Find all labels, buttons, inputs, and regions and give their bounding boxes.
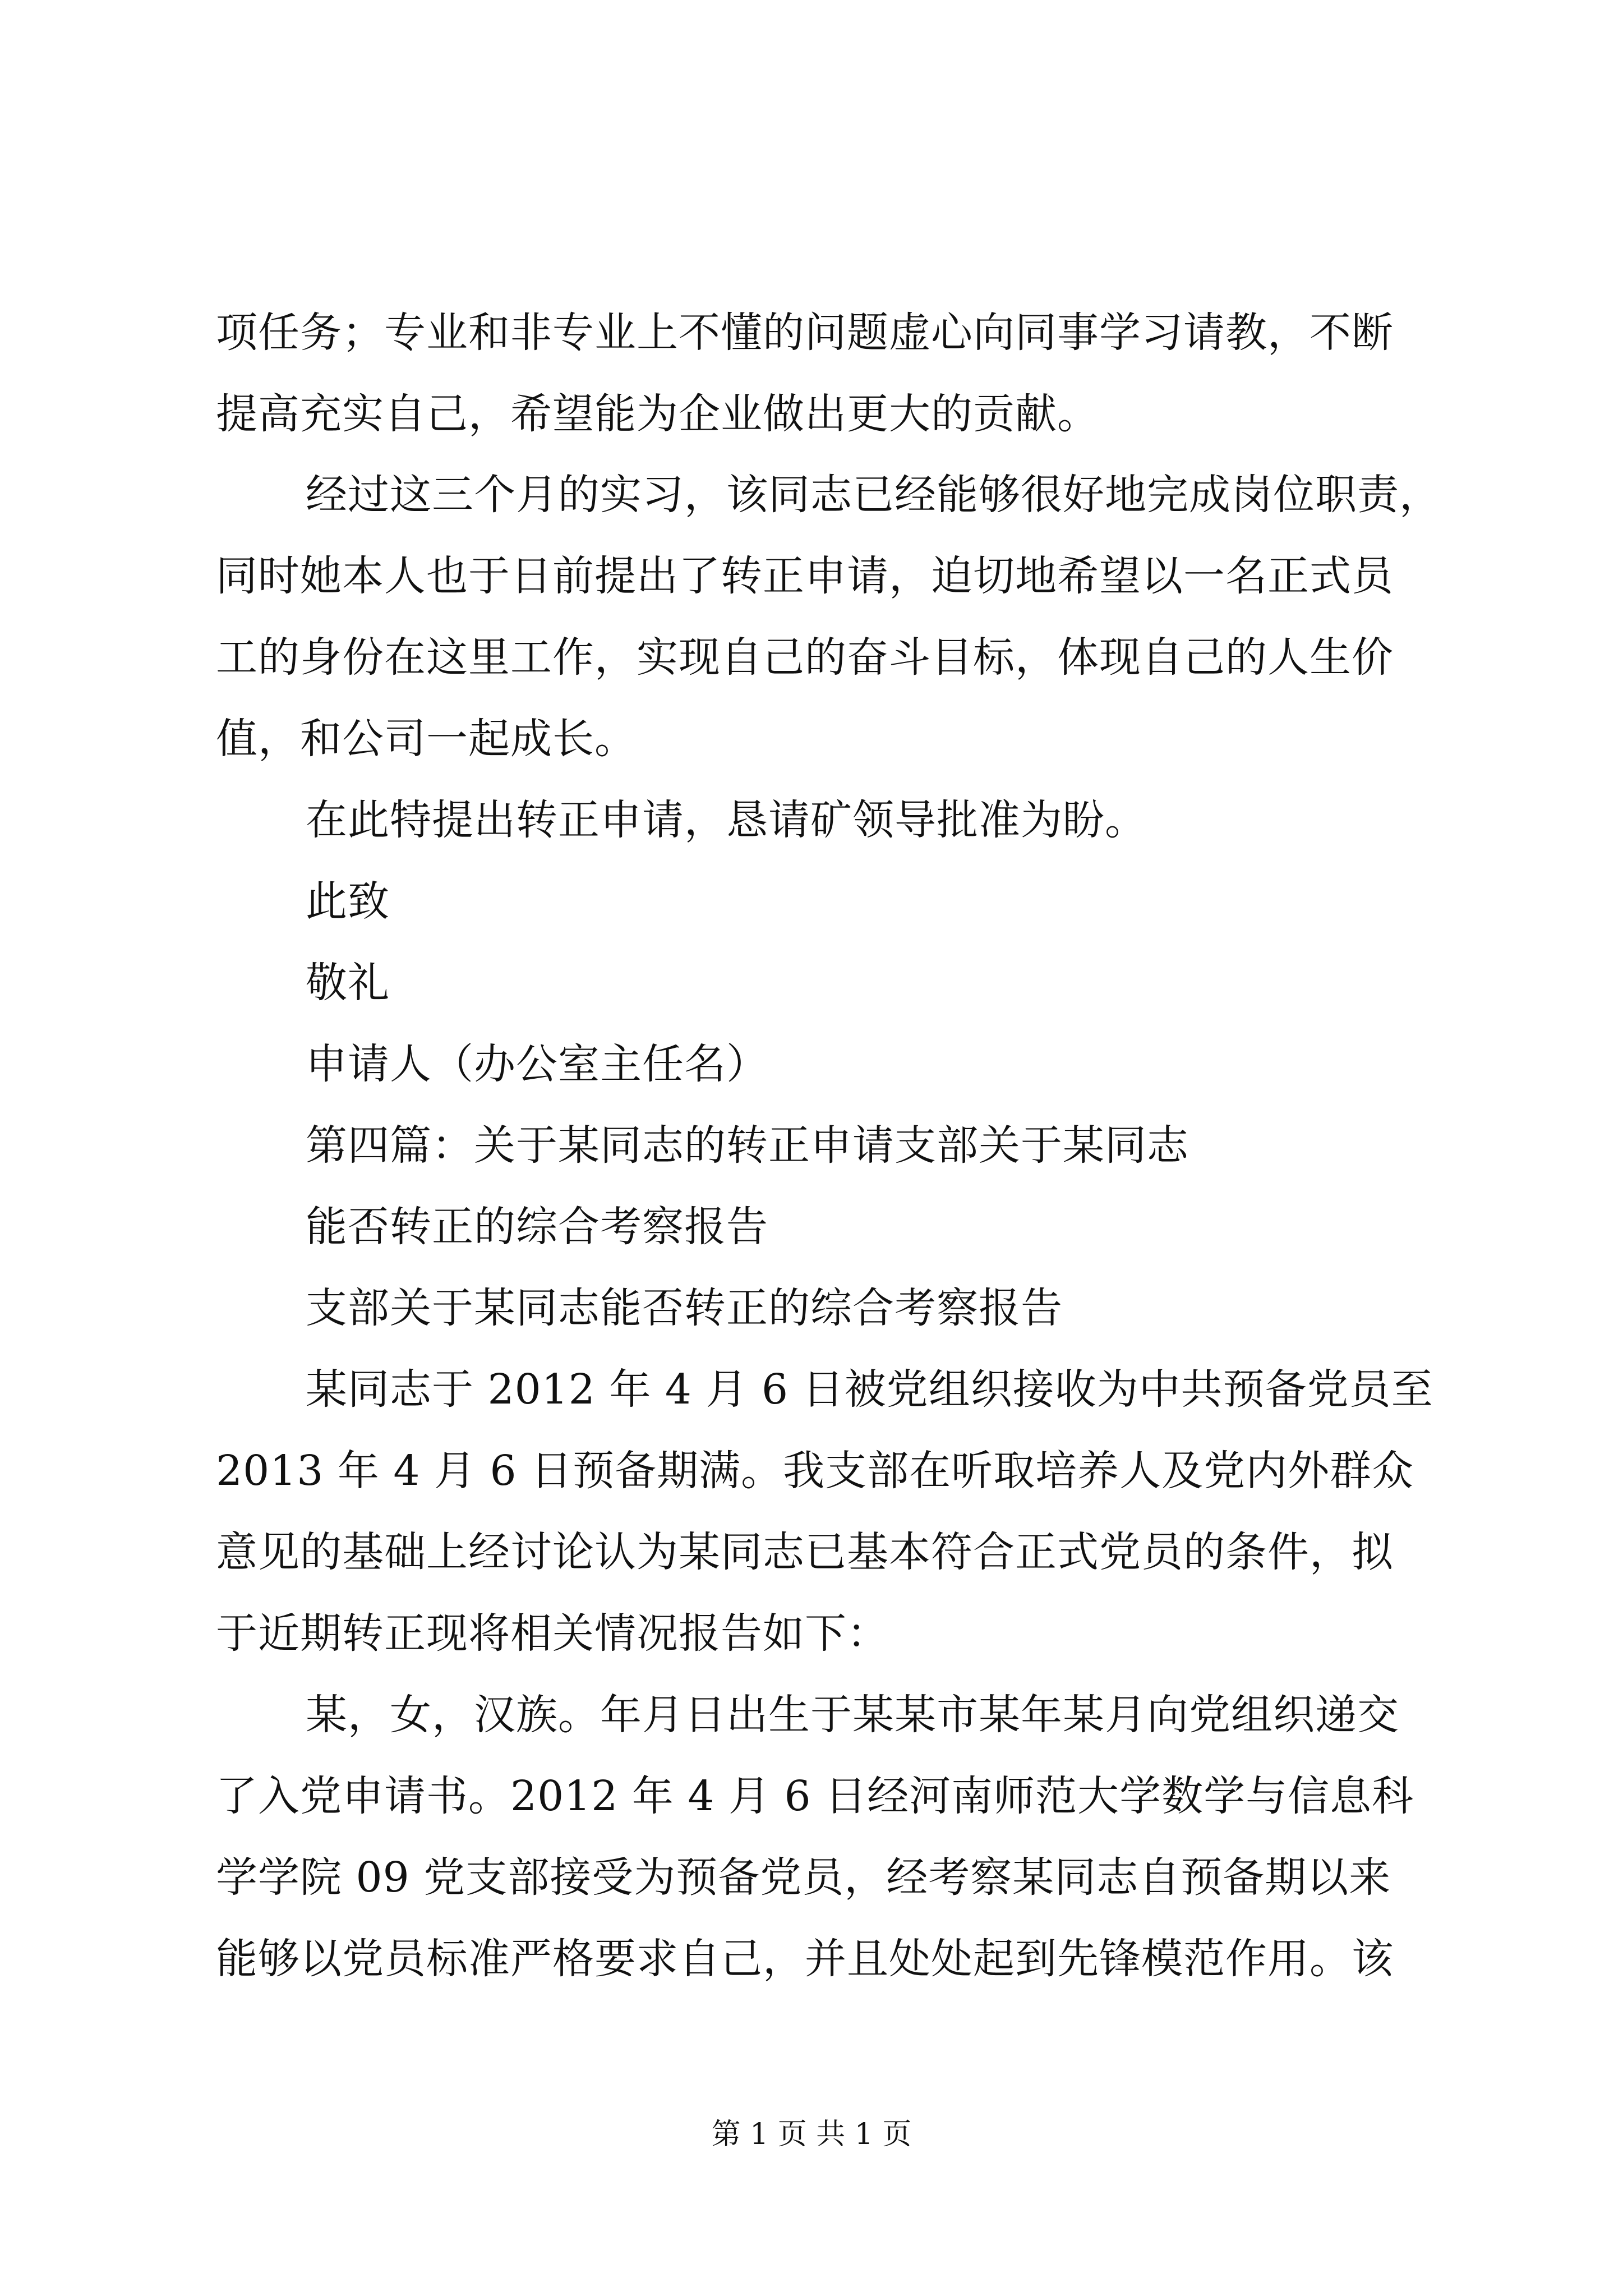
text-line: 某，女，汉族。年月日出生于某某市某年某月向党组织递交 — [306, 1691, 1399, 1739]
text-line: 能够以党员标准严格要求自己，并且处处起到先锋模范作用。该 — [216, 1935, 1394, 1983]
text-line: 工的身份在这里工作，实现自己的奋斗目标，体现自己的人生价 — [216, 633, 1394, 682]
text-line: 申请人（办公室主任名） — [306, 1040, 768, 1088]
text-line: 学学院 09 党支部接受为预备党员，经考察某同志自预备期以来 — [216, 1853, 1391, 1902]
text-line: 项任务；专业和非专业上不懂的问题虚心向同事学习请教，不断 — [216, 309, 1394, 357]
text-line: 值，和公司一起成长。 — [216, 715, 637, 763]
text-line: 了入党申请书。2012 年 4 月 6 日经河南师范大学数学与信息科 — [216, 1772, 1414, 1820]
section-heading: 能否转正的综合考察报告 — [306, 1203, 768, 1251]
page-footer: 第 1 页 共 1 页 — [711, 2118, 912, 2151]
text-line: 此致 — [306, 877, 390, 926]
text-line: 在此特提出转正申请，恳请矿领导批准为盼。 — [306, 796, 1147, 844]
text-line: 2013 年 4 月 6 日预备期满。我支部在听取培养人及党内外群众 — [216, 1447, 1414, 1495]
report-title: 支部关于某同志能否转正的综合考察报告 — [306, 1284, 1063, 1332]
text-line: 经过这三个月的实习，该同志已经能够很好地完成岗位职责， — [306, 471, 1441, 519]
text-line: 意见的基础上经讨论认为某同志已基本符合正式党员的条件，拟 — [216, 1528, 1394, 1576]
text-line: 于近期转正现将相关情况报告如下： — [216, 1609, 889, 1658]
text-line: 敬礼 — [306, 959, 390, 1007]
text-line: 某同志于 2012 年 4 月 6 日被党组织接收为中共预备党员至 — [306, 1365, 1433, 1414]
text-line: 同时她本人也于日前提出了转正申请，迫切地希望以一名正式员 — [216, 552, 1394, 600]
text-line: 提高充实自己，希望能为企业做出更大的贡献。 — [216, 390, 1099, 438]
section-heading: 第四篇：关于某同志的转正申请支部关于某同志 — [306, 1121, 1189, 1170]
